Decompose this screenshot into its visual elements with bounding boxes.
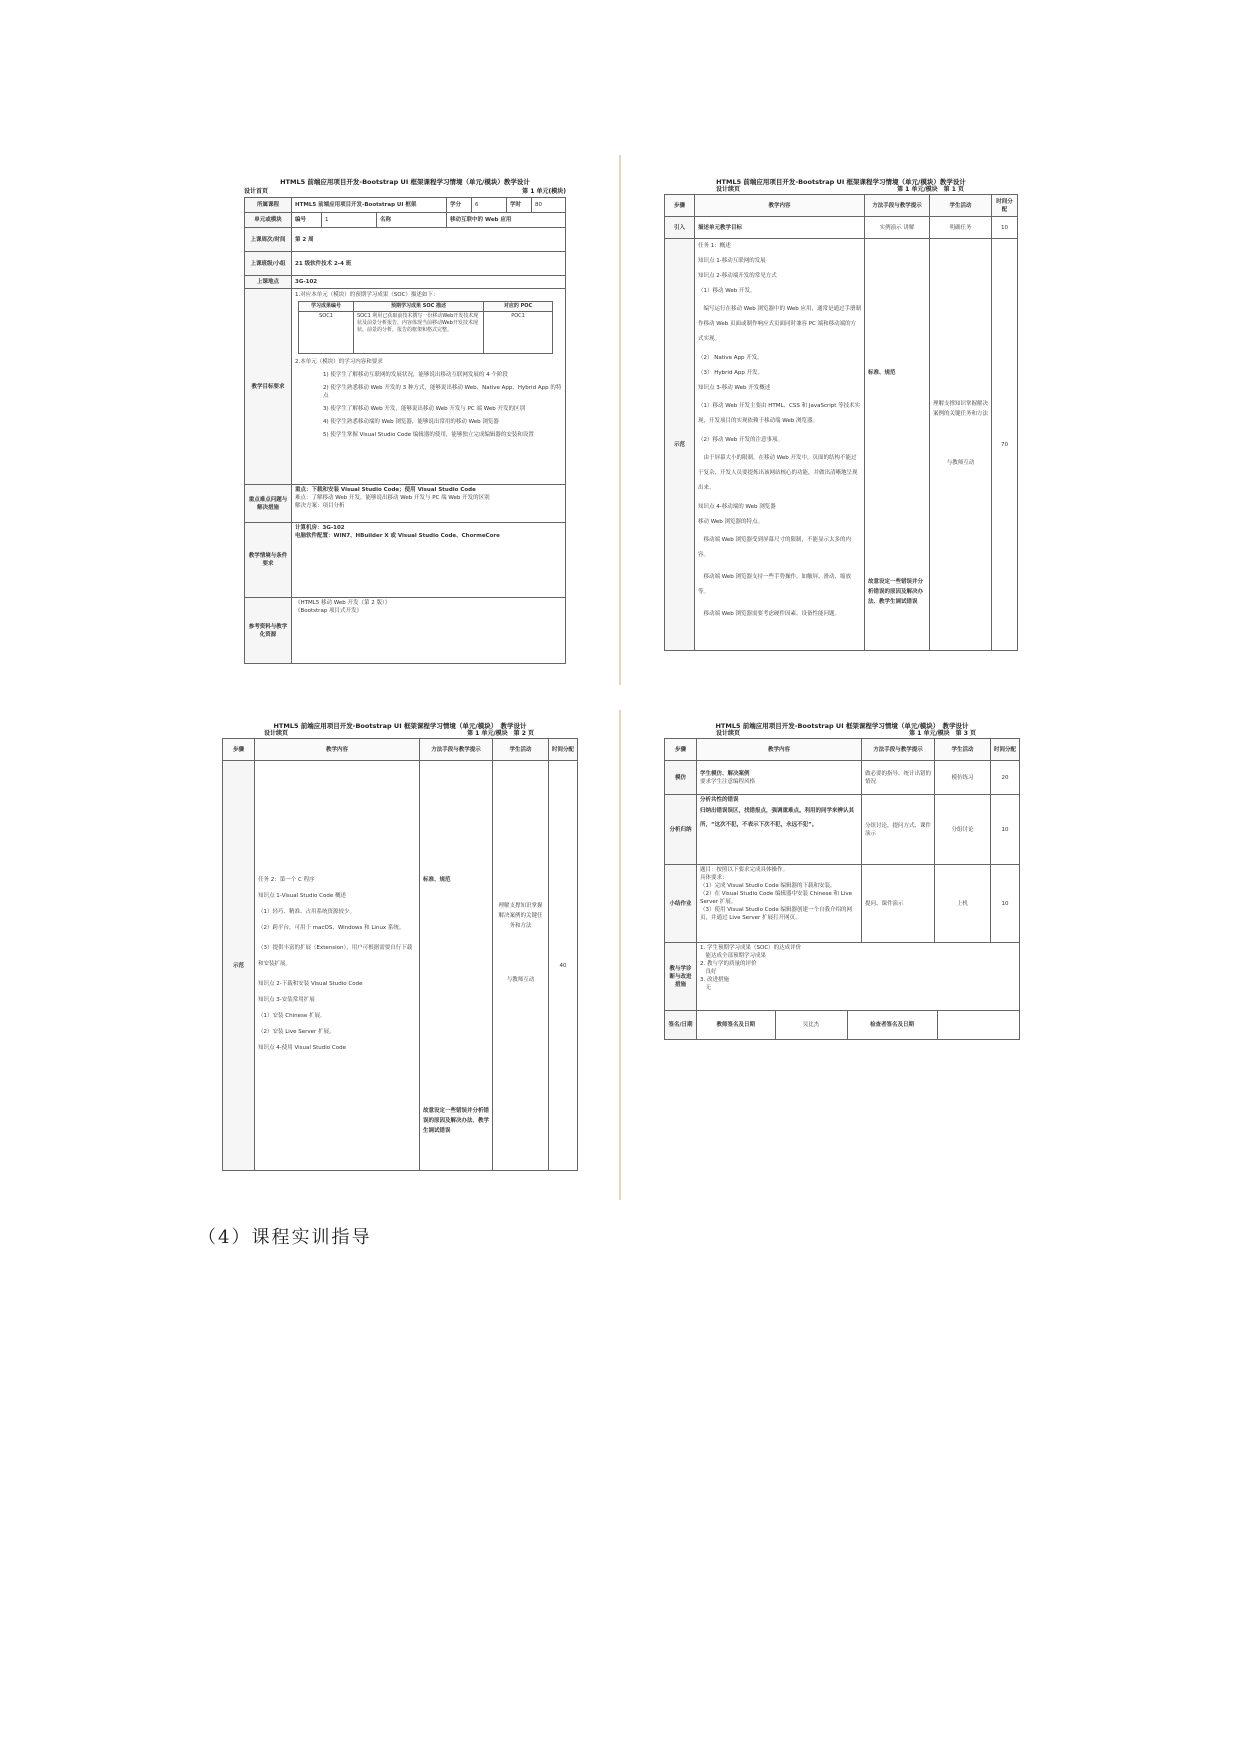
table-cell: 3G-102	[292, 276, 566, 289]
content-line: 知识点 2-移动端开发的常见方式	[698, 273, 777, 279]
page-number: 第 1 单元/模块 第 2 页	[467, 730, 534, 737]
table-header: 教学内容	[255, 739, 420, 761]
document-page-2	[664, 178, 1018, 651]
content-line: （1）完成 Visual Studio Code 编辑器的下载和安装。	[700, 883, 836, 889]
content-line: 任务 2：第一个 C 程序	[258, 877, 315, 883]
teacher-signature: 吴比杰	[775, 1011, 847, 1039]
table-header: 步骤	[223, 739, 255, 761]
table-cell: 80	[532, 198, 566, 213]
student-bottom: 与教师互动	[506, 977, 535, 983]
table-cell: 所属课程	[245, 198, 292, 213]
table-cell: 描述单元教学目标	[695, 217, 865, 239]
eval-line: 无	[700, 985, 712, 991]
key-cell	[292, 485, 566, 523]
table-cell: 上课班级/小组	[245, 252, 292, 276]
goals-intro: 1.对应本单元（模块）的预期学习成果（SOC）描述如下：	[295, 292, 439, 298]
page-header-row	[664, 186, 1018, 194]
table-header: 学生活动	[935, 739, 991, 761]
time-cell: 10	[991, 865, 1020, 943]
table-cell: 教学目标要求	[245, 289, 292, 485]
table-cell: 实例演示 讲解	[865, 217, 930, 239]
method-cell	[420, 761, 493, 1171]
key-line: 重点：下载和安装 Visual Studio Code；使用 Visual Studio Code	[295, 487, 476, 493]
table-cell: 分析归纳	[665, 795, 697, 865]
table-cell: 参考资料与教学化资源	[245, 598, 292, 664]
student-cell: 模仿练习	[935, 761, 991, 795]
soc-cell: SOC1 利用已获取前技术撰写一份移动Web开发技术现状及前景分析报告，内容体现当前移动Web开发技术现状、前景的分析，报告的框架和格式完整。	[354, 312, 484, 354]
eval-line: 1. 学生预期学习成果（SOC）的达成评价	[700, 945, 802, 951]
design-table	[222, 738, 578, 1171]
page-separator	[619, 155, 621, 685]
goal-item: 4) 使学生熟悉移动端的 Web 浏览器，能够说出常用的移动 Web 浏览器	[323, 419, 499, 425]
ref-line: 《HTML5 移动 Web 开发（第 2 版）》	[295, 600, 391, 606]
table-cell: 重点难点问题与解决措施	[245, 485, 292, 523]
method-cell	[865, 239, 930, 651]
eval-line: 3. 改进措施	[700, 977, 729, 983]
goal-item: 5) 使学生掌握 Visual Studio Code 编辑器的使用，能够独立完成编辑器的安装和设置	[323, 432, 534, 438]
content-line: 知识点 3-安装常用扩展	[258, 997, 315, 1003]
content-line: （1）轻巧、精准、占用系统资源较少。	[258, 909, 356, 915]
student-cell: 上机	[935, 865, 991, 943]
content-line: 具体要求：	[700, 875, 728, 881]
content-line: （3） Hybrid App 开发。	[698, 370, 764, 376]
table-header: 时间分配	[549, 739, 578, 761]
page-header-row	[222, 730, 578, 738]
table-cell: 单元或模块	[245, 213, 292, 228]
goal-item: 2) 使学生熟悉移动 Web 开发的 3 种方式，能够说出移动 Web、Native App、Hybrid App 的特点	[323, 385, 562, 399]
content-line: （2）移动 Web 开发的注意事项。	[698, 437, 783, 443]
content-line: 知识点 1-Visual Studio Code 概述	[258, 893, 346, 899]
content-line: 由于屏幕大小的限制，在移动 Web 开发中，页面的结构不能过于复杂，开发人员要提炼出该网站核心的功能，并做出清晰地呈现出来。	[698, 455, 858, 491]
content-line: 移动端 Web 浏览器受到屏幕尺寸的限制，不能显示太多的内容。	[698, 537, 851, 558]
table-header: 教学内容	[697, 739, 862, 761]
content-line: （3）提供丰富的扩展（Extension），用户可根据需要自行下载和安装扩展。	[258, 945, 413, 967]
content-line: 学生模仿、解决案例	[700, 770, 750, 777]
content-cell	[697, 795, 862, 865]
page-number: 第 1 单元/模块 第 3 页	[909, 730, 976, 737]
page-title: HTML5 前端应用项目开发-Bootstrap UI 框架课程学习情境（单元/模块）教学设计	[280, 178, 530, 186]
table-cell: 示范	[665, 239, 695, 651]
method-top: 标准、规范	[868, 370, 896, 376]
content-line: （1）移动 Web 开发主要由 HTML、CSS 和 JavaScript 等技术实现，开发项目的实现依赖于移动端 Web 浏览器。	[698, 403, 861, 424]
content-cell	[697, 761, 862, 795]
content-line: （2）跨平台，可用于 macOS、Windows 和 Linux 系统。	[258, 925, 405, 931]
ref-cell	[292, 598, 566, 664]
page-type: 设计续页	[716, 186, 741, 193]
page-title: HTML5 前端应用项目开发-Bootstrap UI 框架课程学习情境（单元/模块）教学设计	[716, 178, 966, 186]
soc-cell: SOC1	[299, 312, 354, 354]
table-cell: 学分	[447, 198, 472, 213]
content-line: 归纳出错误误区，找错报点，强调重难点。利用的同学来辨认其所，“这次不犯，不表示下次不犯，永远不犯”。	[700, 808, 855, 828]
content-line: 知识点 4-使用 Visual Studio Code	[258, 1045, 346, 1051]
time-cell: 10	[991, 795, 1020, 865]
content-line: （2）安装 Live Server 扩展。	[258, 1029, 335, 1035]
goal-item: 1) 使学生了解移动互联网的发展状况，能够说出移动互联网发展的 4 个阶段	[323, 372, 508, 378]
page-number: 第 1 单元(模块)	[522, 188, 566, 195]
document-page-3	[222, 722, 578, 1171]
page-title: HTML5 前端应用项目开发-Bootstrap UI 框架课程学习情境（单元/模块） 教学设计	[273, 722, 527, 730]
table-cell: 编号	[292, 213, 322, 228]
page-title: HTML5 前端应用项目开发-Bootstrap UI 框架课程学习情境（单元/模块） 教学设计	[715, 722, 969, 730]
content-line: 移动端 Web 浏览器支持一些手势操作，如触屏、滑动、缩放等。	[698, 574, 851, 595]
table-cell: 小结作业	[665, 865, 697, 943]
soc-header: 学习成果编号	[299, 302, 354, 312]
content-line: 知识点 2-下载和安装 Visual Studio Code	[258, 981, 363, 987]
eval-line: 能达成全部预期学习成果	[700, 953, 767, 959]
key-line: 难点：了解移动 Web 开发，能够说出移动 Web 开发与 PC 端 Web 开发的区别	[295, 495, 490, 501]
table-cell: 移动互联中的 Web 应用	[447, 213, 566, 228]
page-type: 设计续页	[716, 730, 741, 737]
student-cell	[930, 239, 992, 651]
env-line: 计算机房：3G-102	[295, 525, 345, 531]
table-cell: 6	[472, 198, 507, 213]
table-cell: 明确任务	[930, 217, 992, 239]
content-line: 移动端 Web 浏览器需要考虑硬件因素、设备性能问题。	[698, 611, 840, 617]
content-cell	[695, 239, 865, 651]
time-cell: 20	[991, 761, 1020, 795]
student-top: 理解支撑知识掌握解决案例的关键任务和方法	[933, 401, 989, 417]
page-number: 第 1 单元/模块 第 1 页	[897, 186, 964, 193]
page-type: 设计续页	[264, 730, 289, 737]
student-top: 理解支撑知识掌握解决案例的关键任务和方法	[498, 903, 543, 929]
content-cell	[255, 761, 420, 1171]
table-header: 学生活动	[493, 739, 549, 761]
content-line: （2）在 Visual Studio Code 编辑器中安装 Chinese 和 Live Server 扩展。	[700, 891, 852, 905]
table-cell: 示范	[223, 761, 255, 1171]
signature-table	[697, 1011, 1019, 1039]
method-top: 标准、规范	[423, 877, 451, 883]
table-cell: 学时	[507, 198, 532, 213]
method-bottom: 故意设定一些错误并分析错误的原因及解决办法、教学生调试错误	[423, 1108, 490, 1134]
table-cell: 签名/日期	[665, 1011, 697, 1040]
table-header: 时间分配	[991, 739, 1020, 761]
table-cell: 教与学诊断与改进措施	[665, 943, 697, 1011]
content-line: （1）移动 Web 开发。	[698, 288, 756, 294]
content-line: 知识点 3-移动 Web 开发概述	[698, 385, 771, 391]
method-cell: 做必要的指导、统计出错的情况	[862, 761, 935, 795]
design-table	[244, 197, 566, 664]
table-header: 方法手段与教学提示	[420, 739, 493, 761]
student-cell	[493, 761, 549, 1171]
table-header: 步骤	[665, 739, 697, 761]
goal-item: 3) 使学生了解移动 Web 开发，能够说出移动 Web 开发与 PC 端 Web 开发的区别	[323, 406, 526, 412]
page-header-row	[664, 730, 1020, 738]
document-page-4	[664, 722, 1020, 1040]
time-cell: 40	[549, 761, 578, 1171]
key-line: 解决方案：项目分析	[295, 503, 345, 509]
content-cell	[697, 865, 862, 943]
eval-line: 良好	[700, 969, 717, 975]
table-cell: 模仿	[665, 761, 697, 795]
method-cell: 提问、课件演示	[862, 865, 935, 943]
table-cell: 教学情境与条件要求	[245, 523, 292, 598]
table-header: 方法手段与教学提示	[862, 739, 935, 761]
table-cell: 上课周次/时间	[245, 228, 292, 252]
table-header: 方法手段与教学提示	[865, 195, 930, 217]
soc-header: 对应的 POC	[484, 302, 553, 312]
env-line: 电脑软件配置：WIN7、HBuilder X 或 Visual Studio Code、ChormeCore	[295, 533, 500, 539]
evaluation-cell	[697, 943, 1020, 1011]
content-line: 编写运行在移动 Web 浏览器中的 Web 应用，通常是通过手册制作移动 Web 页面或制作响应式页面同时兼容 PC 端和移动端的方式实现。	[698, 306, 861, 342]
page-separator	[619, 710, 621, 1200]
content-line: 分析共性的错误	[700, 797, 739, 803]
table-cell: 10	[992, 217, 1018, 239]
method-bottom: 故意设定一些错误并分析错误的原因及解决办法、教学生调试错误	[868, 579, 924, 605]
ref-line: 《Bootstrap 项目式开发》	[295, 608, 363, 614]
content-line: （2） Native App 开发。	[698, 355, 763, 361]
page-type: 设计首页	[244, 188, 269, 195]
student-cell: 分组讨论	[935, 795, 991, 865]
content-line: 任务 1：概述	[698, 243, 731, 249]
table-header: 学生活动	[930, 195, 992, 217]
table-header: 步骤	[665, 195, 695, 217]
student-bottom: 与教师互动	[946, 460, 975, 466]
checker-signature	[937, 1011, 1019, 1039]
table-header: 时间分配	[992, 195, 1018, 217]
content-line: 题目：按照以下要求完成具体操作。	[700, 867, 789, 873]
env-cell	[292, 523, 566, 598]
content-line: 移动 Web 浏览器的特点。	[698, 519, 763, 525]
time-cell: 70	[992, 239, 1018, 651]
signature-label: 教师签名及日期	[697, 1011, 775, 1039]
method-cell: 分组讨论，提问方式、课件演示	[862, 795, 935, 865]
goals-cell	[292, 289, 566, 485]
content-line: （3）使用 Visual Studio Code 编辑器创建一个自我介绍的网页，并通过 Live Server 扩展打开网页。	[700, 907, 853, 921]
page-header-row	[244, 188, 566, 196]
document-page-1	[244, 178, 566, 664]
signature-label: 检查者签名及日期	[847, 1011, 937, 1039]
content-line: 要求学生注意编程风格	[700, 778, 756, 785]
goals-subheading: 2.本单元（模块）的学习内容和要求	[295, 359, 383, 365]
soc-cell: POC1	[484, 312, 553, 354]
soc-header: 预期学习成果 SOC 描述	[354, 302, 484, 312]
eval-line: 2. 教与学的质量的评价	[700, 961, 757, 967]
table-cell: 上课地点	[245, 276, 292, 289]
soc-table	[298, 301, 553, 354]
content-line: 知识点 1-移动互联网的发展	[698, 258, 766, 264]
signature-cell	[697, 1011, 1020, 1040]
design-table	[664, 194, 1018, 651]
table-cell: 1	[322, 213, 377, 228]
table-cell: 21 级软件技术 2-4 班	[292, 252, 566, 276]
table-cell: 引入	[665, 217, 695, 239]
table-header: 教学内容	[695, 195, 865, 217]
design-table	[664, 738, 1020, 1040]
content-line: 知识点 4-移动端的 Web 浏览器	[698, 504, 776, 510]
table-cell: 名称	[377, 213, 447, 228]
table-cell: HTML5 前端应用项目开发-Bootstrap UI 框架	[292, 198, 447, 213]
table-cell: 第 2 周	[292, 228, 566, 252]
content-line: （1）安装 Chinese 扩展。	[258, 1013, 326, 1019]
section-heading: （4）课程实训指导	[198, 1227, 372, 1248]
